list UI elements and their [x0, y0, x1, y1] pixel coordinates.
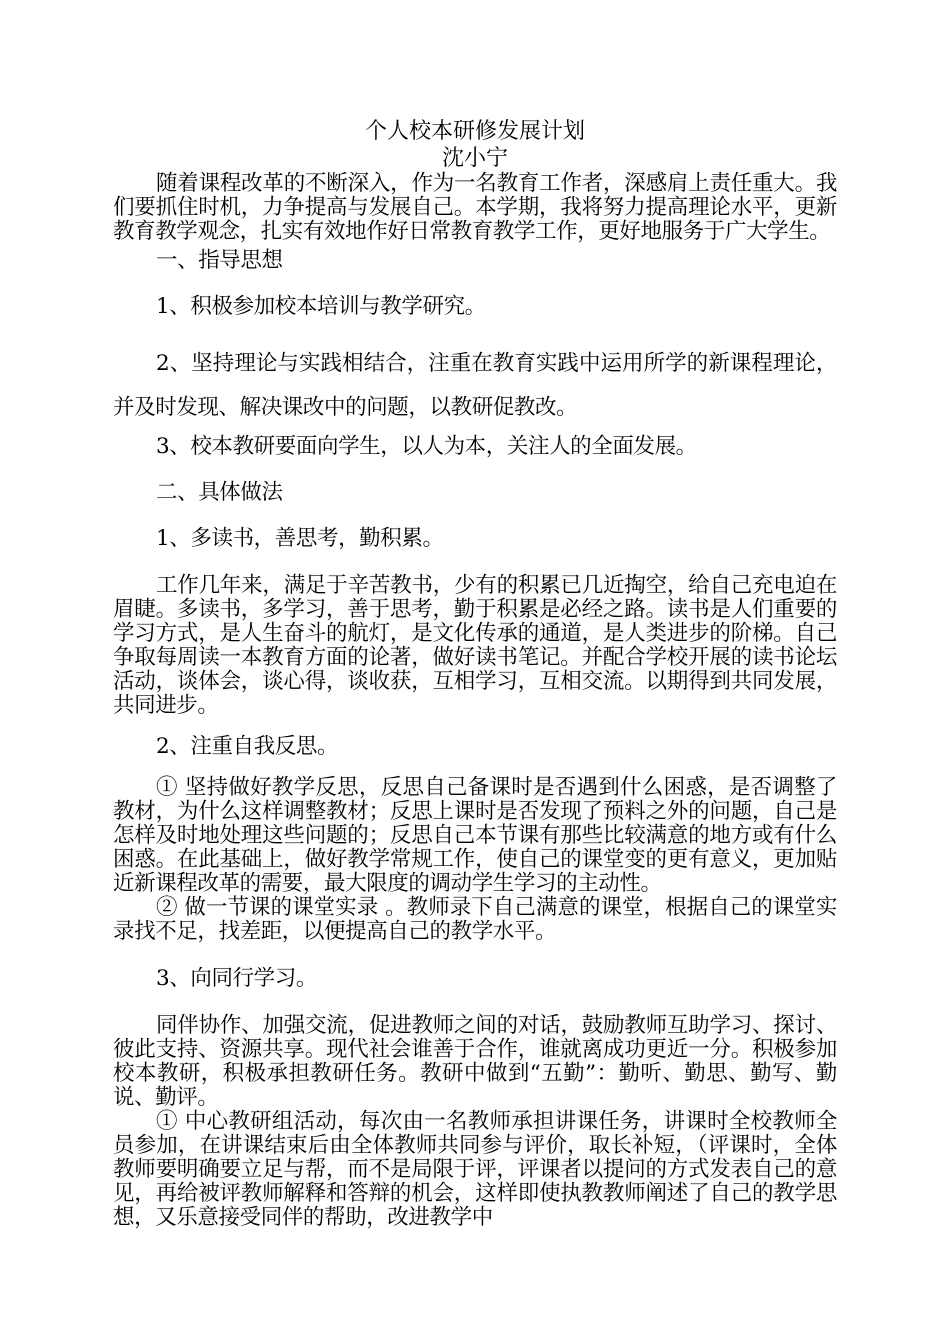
- heading-methods: 二、具体做法: [156, 480, 283, 505]
- paragraph-reflection-2: ② 做一节课的课堂实录 。教师录下自己满意的课堂，根据自己的课堂实录找不足，找差距，以便提高自己的教学水平。: [113, 895, 837, 944]
- paragraph-method-1: 1、多读书，善思考，勤积累。: [156, 526, 444, 551]
- paragraph-guide-1: 1、积极参加校本培训与教学研究。: [156, 294, 486, 319]
- paragraph-reading: 工作几年来，满足于辛苦教书，少有的积累已几近掏空，给自己充电迫在眉睫。多读书，多学习，善于思考，勤于积累是必经之路。读书是人们重要的学习方式，是人生奋斗的航灯，是文化传承的通道，是人类进步的阶梯。自己争取每周读一本教育方面的论著，做好读书笔记。并配合学校开展的读书论坛活动，谈体会，谈心得，谈收获，互相学习，互相交流。以期得到共同发展，共同进步。: [113, 573, 837, 718]
- heading-guiding-ideas: 一、指导思想: [156, 248, 283, 273]
- paragraph-guide-2: 2、坚持理论与实践相结合，注重在教育实践中运用所学的新课程理论，并及时发现、解决课改中的问题，以教研促教改。: [113, 351, 837, 420]
- paragraph-peer-activity-1: ① 中心教研组活动，每次由一名教师承担讲课任务，讲课时全校教师全员参加，在讲课结束后由全体教师共同参与评价，取长补短，（评课时，全体教师要明确要立足与帮，而不是局限于评，评课者以提问的方式发表自己的意见，再给被评教师解释和答辩的机会，这样即使执教教师阐述了自己的教学思想，又乐意接受同伴的帮助，改进教学中: [113, 1109, 837, 1230]
- paragraph-reflection-1: ① 坚持做好教学反思，反思自己备课时是否遇到什么困惑，是否调整了教材，为什么这样调整教材；反思上课时是否发现了预料之外的问题，自己是怎样及时地处理这些问题的；反思自己本节课有那些比较满意的地方或有什么困惑。在此基础上，做好教学常规工作，使自己的课堂变的更有意义，更加贴近新课程改革的需要，最大限度的调动学生学习的主动性。: [113, 775, 837, 896]
- paragraph-method-2: 2、注重自我反思。: [156, 734, 339, 759]
- paragraph-guide-3: 3、校本教研要面向学生，以人为本，关注人的全面发展。: [156, 434, 697, 459]
- paragraph-intro: 随着课程改革的不断深入，作为一名教育工作者，深感肩上责任重大。我们要抓住时机，力争提高与发展自己。本学期，我将努力提高理论水平，更新教育教学观念，扎实有效地作好日常教育教学工作，更好地服务于广大学生。: [113, 171, 837, 244]
- document-author: 沈小宁: [441, 146, 508, 171]
- document-page: [113, 118, 837, 1230]
- document-title: 个人校本研修发展计划: [364, 119, 585, 144]
- paragraph-peer-learning: 同伴协作、加强交流，促进教师之间的对话，鼓励教师互助学习、探讨、彼此支持、资源共享。现代社会谁善于合作，谁就离成功更近一分。积极参加校本教研，积极承担教研任务。教研中做到“五勤”：勤听、勤思、勤写、勤说、勤评。: [113, 1013, 837, 1110]
- paragraph-method-3: 3、向同行学习。: [156, 966, 317, 991]
